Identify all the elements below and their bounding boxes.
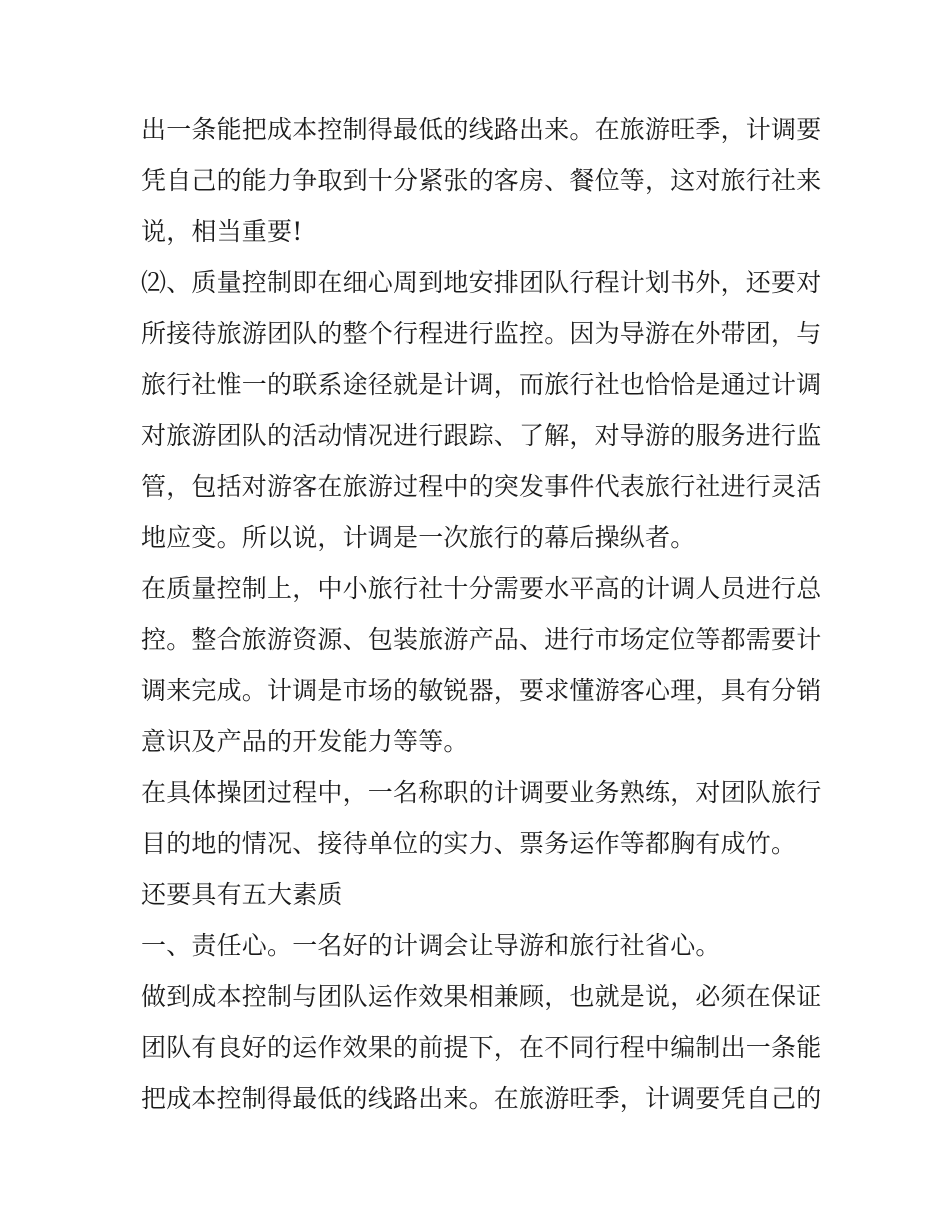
text-line: ⑵、质量控制即在细心周到地安排团队行程计划书外，还要对 [141, 268, 822, 297]
document-body [141, 104, 821, 1124]
text-line: 凭自己的能力争取到十分紧张的客房、餐位等，这对旅行社来 [141, 166, 822, 195]
text-line: 把成本控制得最低的线路出来。在旅游旺季，计调要凭自己的 [141, 1084, 822, 1113]
text-line: 在具体操团过程中，一名称职的计调要业务熟练，对团队旅行 [141, 778, 822, 807]
text-line: 控。整合旅游资源、包装旅游产品、进行市场定位等都需要计 [141, 625, 822, 654]
text-line: 地应变。所以说，计调是一次旅行的幕后操纵者。 [141, 523, 696, 552]
text-line: 在质量控制上，中小旅行社十分需要水平高的计调人员进行总 [141, 574, 822, 603]
text-line: 目的地的情况、接待单位的实力、票务运作等都胸有成竹。 [141, 829, 797, 858]
text-line: 调来完成。计调是市场的敏锐器，要求懂游客心理，具有分销 [141, 676, 822, 705]
text-line: 出一条能把成本控制得最低的线路出来。在旅游旺季，计调要 [141, 115, 822, 144]
text-line: 团队有良好的运作效果的前提下，在不同行程中编制出一条能 [141, 1033, 822, 1062]
text-line: 所接待旅游团队的整个行程进行监控。因为导游在外带团，与 [141, 319, 822, 348]
text-line: 管，包括对游客在旅游过程中的突发事件代表旅行社进行灵活 [141, 472, 822, 501]
text-line: 说，相当重要! [141, 217, 303, 246]
text-line: 对旅游团队的活动情况进行跟踪、了解，对导游的服务进行监 [141, 421, 822, 450]
text-line: 做到成本控制与团队运作效果相兼顾，也就是说，必须在保证 [141, 982, 822, 1011]
text-line: 旅行社惟一的联系途径就是计调，而旅行社也恰恰是通过计调 [141, 370, 822, 399]
text-line: 一、责任心。一名好的计调会让导游和旅行社省心。 [141, 931, 721, 960]
text-line: 还要具有五大素质 [141, 880, 343, 909]
text-line: 意识及产品的开发能力等等。 [141, 727, 469, 756]
